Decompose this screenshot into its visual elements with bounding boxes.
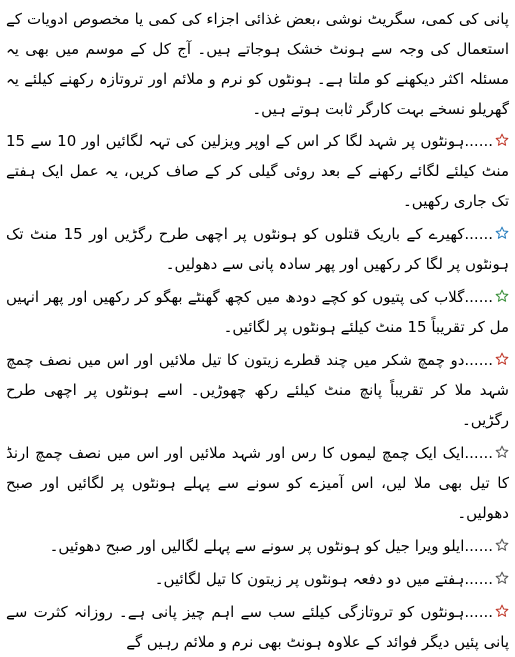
- tip-item: [6, 597, 509, 657]
- tip-dots: ......: [464, 132, 493, 150]
- star-icon: [495, 352, 509, 366]
- tip-text: گلاب کی پتیوں کو کچے دودھ میں کچھ گھنٹے بھگو کر رکھیں اور پھر انہیں مل کر تقریباً 15 منٹ کیلئے ہونٹوں پر لگائیں۔: [6, 288, 509, 336]
- star-icon: [495, 226, 509, 240]
- tip-text: ہونٹوں پر شہد لگا کر اس کے اوپر ویزلین کی تہہ لگائیں اور 10 سے 15 منٹ کیلئے لگائے رکھنے کے بعد روئی گیلی کر کے صاف کریں، یہ عمل ایک ہفتے تک جاری رکھیں۔: [6, 132, 509, 210]
- star-icon: [495, 133, 509, 147]
- tip-item: [6, 345, 509, 435]
- tip-text: ہونٹوں کو تروتازگی کیلئے سب سے اہم چیز پانی ہے۔ روزانہ کثرت سے پانی پئیں دیگر فوائد کے علاوہ ہونٹ بھی نرم و ملائم رہیں گے: [6, 603, 509, 651]
- tip-dots: ......: [464, 444, 493, 462]
- tip-item: [6, 282, 509, 342]
- star-icon: [495, 289, 509, 303]
- tip-text: کھیرے کے باریک قتلوں کو ہونٹوں پر اچھی طرح رگڑیں اور 15 منٹ تک ہونٹوں پر لگا کر رکھیں اور پھر سادہ پانی سے دھولیں۔: [6, 225, 509, 273]
- intro-paragraph: پانی کی کمی، سگریٹ نوشی ،بعض غذائی اجزاء کی کمی یا مخصوص ادویات کے استعمال کی وجہ سے ہونٹ خشک ہوجاتے ہیں۔ آج کل کے موسم میں بھی یہ مسئلہ اکثر دیکھنے کو ملتا ہے۔ ہونٹوں کو نرم و ملائم اور تروتازہ رکھنے کیلئے یہ گھریلو نسخے بہت کارگر ثابت ہوتے ہیں۔: [6, 10, 509, 118]
- star-icon: [495, 604, 509, 618]
- tip-text: دو چمچ شکر میں چند قطرے زیتون کا تیل ملائیں اور اس میں نصف چمچ شہد ملا کر تقریباً پانچ منٹ کیلئے رکھ چھوڑیں۔ اسے ہونٹوں پر اچھی طرح رگڑیں۔: [6, 351, 509, 429]
- tip-dots: ......: [464, 288, 493, 306]
- tips-list: [6, 126, 509, 657]
- tip-item: [6, 438, 509, 528]
- tip-dots: ......: [464, 225, 493, 243]
- tip-item: [6, 126, 509, 216]
- tip-dots: ......: [464, 351, 493, 369]
- tip-dots: ......: [464, 570, 493, 588]
- tip-item: [6, 531, 509, 561]
- tip-text: ایک ایک چمچ لیموں کا رس اور شہد ملائیں اور اس میں نصف چمچ ارنڈ کا تیل بھی ملا لیں، اس آمیزے کو سونے سے پہلے ہونٹوں پر لگائیں اور صبح دھولیں۔: [6, 444, 509, 522]
- star-icon: [495, 571, 509, 585]
- star-icon: [495, 445, 509, 459]
- tip-text: ہفتے میں دو دفعہ ہونٹوں پر زیتون کا تیل لگائیں۔: [154, 570, 465, 588]
- tip-dots: ......: [464, 537, 493, 555]
- star-icon: [495, 538, 509, 552]
- tip-item: [6, 564, 509, 594]
- tip-text: ایلو ویرا جیل کو ہونٹوں پر سونے سے پہلے لگالیں اور صبح دھوئیں۔: [49, 537, 465, 555]
- tip-item: [6, 219, 509, 279]
- tip-dots: ......: [464, 603, 493, 621]
